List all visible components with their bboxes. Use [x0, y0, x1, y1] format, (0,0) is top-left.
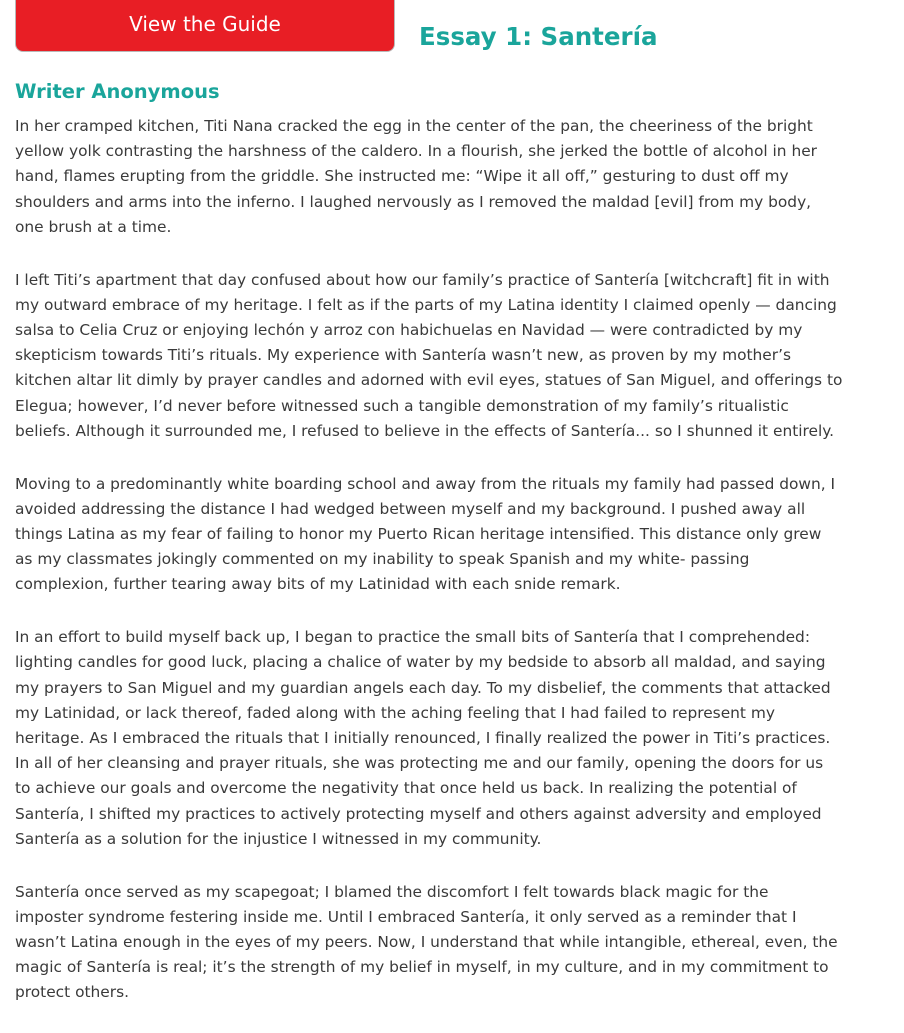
paragraph-line: beliefs. Although it surrounded me, I refused to believe in the effects of Santería... so I shunned it entirely. [15, 421, 835, 440]
paragraph-line: Elegua; however, I’d never before witnessed such a tangible demonstration of my family’s ritualistic [15, 396, 789, 415]
paragraph-line: heritage. As I embraced the rituals that I initially renounced, I finally realized the power in Titi’s practices. [15, 729, 831, 748]
essay-paragraph [15, 625, 901, 852]
paragraph-line: lighting candles for good luck, placing a chalice of water by my bedside to absorb all maldad, and saying [15, 653, 826, 672]
paragraph-line: things Latina as my fear of failing to honor my Puerto Rican heritage intensified. This distance only grew [15, 525, 822, 544]
paragraph-line: In an effort to build myself back up, I began to practice the small bits of Santería that I comprehended: [15, 628, 811, 647]
essay-paragraph [15, 268, 901, 444]
essay-writer: Writer Anonymous [15, 80, 220, 103]
paragraph-line: yellow yolk contrasting the harshness of the caldero. In a flourish, she jerked the bottle of alcohol in her [15, 142, 817, 161]
paragraph-line: I left Titi’s apartment that day confused about how our family’s practice of Santería [witchcraft] fit in with [15, 270, 830, 289]
paragraph-line: avoided addressing the distance I had wedged between myself and my background. I pushed away all [15, 499, 806, 518]
paragraph-line: wasn’t Latina enough in the eyes of my peers. Now, I understand that while intangible, ethereal, even, the [15, 933, 838, 952]
essay-body [15, 114, 901, 1033]
paragraph-line: to achieve our goals and overcome the negativity that once held us back. In realizing the potential of [15, 779, 797, 798]
paragraph-line: Santería, I shifted my practices to actively protecting myself and others against adversity and employed [15, 804, 822, 823]
paragraph-line: complexion, further tearing away bits of my Latinidad with each snide remark. [15, 575, 621, 594]
paragraph-line: In her cramped kitchen, Titi Nana cracked the egg in the center of the pan, the cheeriness of the bright [15, 117, 813, 135]
paragraph-line: as my classmates jokingly commented on my inability to speak Spanish and my white- passing [15, 550, 750, 569]
paragraph-line: Santería as a solution for the injustice I witnessed in my community. [15, 829, 542, 848]
paragraph-line: magic of Santería is real; it’s the strength of my belief in myself, in my culture, and in my commitment to [15, 958, 829, 977]
paragraph-line: my prayers to San Miguel and my guardian angels each day. To my disbelief, the comments that attacked [15, 678, 831, 697]
paragraph-line: imposter syndrome festering inside me. Until I embraced Santería, it only served as a reminder that I [15, 907, 797, 926]
essay-paragraph [15, 472, 901, 598]
paragraph-line: my outward embrace of my heritage. I felt as if the parts of my Latina identity I claimed openly — dancing [15, 295, 837, 314]
paragraph-line: kitchen altar lit dimly by prayer candles and adorned with evil eyes, statues of San Miguel, and offerings to [15, 371, 843, 390]
paragraph-line: shoulders and arms into the inferno. I laughed nervously as I removed the maldad [evil] from my body, [15, 192, 812, 211]
essay-paragraph [15, 880, 901, 1006]
paragraph-line: skepticism towards Titi’s rituals. My experience with Santería wasn’t new, as proven by my mother’s [15, 346, 792, 365]
paragraph-line: one brush at a time. [15, 217, 172, 236]
paragraph-line: salsa to Celia Cruz or enjoying lechón y arroz con habichuelas en Navidad — were contradicted by my [15, 321, 803, 340]
paragraph-line: hand, flames erupting from the griddle. She instructed me: “Wipe it all off,” gesturing to dust off my [15, 167, 789, 186]
essay-paragraph [15, 114, 901, 240]
paragraph-line: In all of her cleansing and prayer rituals, she was protecting me and our family, opening the doors for us [15, 754, 824, 773]
paragraph-line: Moving to a predominantly white boarding school and away from the rituals my family had passed down, I [15, 474, 836, 493]
view-guide-button[interactable]: View the Guide [15, 0, 395, 52]
paragraph-line: Santería once served as my scapegoat; I blamed the discomfort I felt towards black magic for the [15, 882, 769, 901]
essay-title: Essay 1: Santería [419, 22, 658, 51]
paragraph-line: my Latinidad, or lack thereof, faded along with the aching feeling that I had failed to represent my [15, 703, 775, 722]
paragraph-line: protect others. [15, 983, 129, 1002]
